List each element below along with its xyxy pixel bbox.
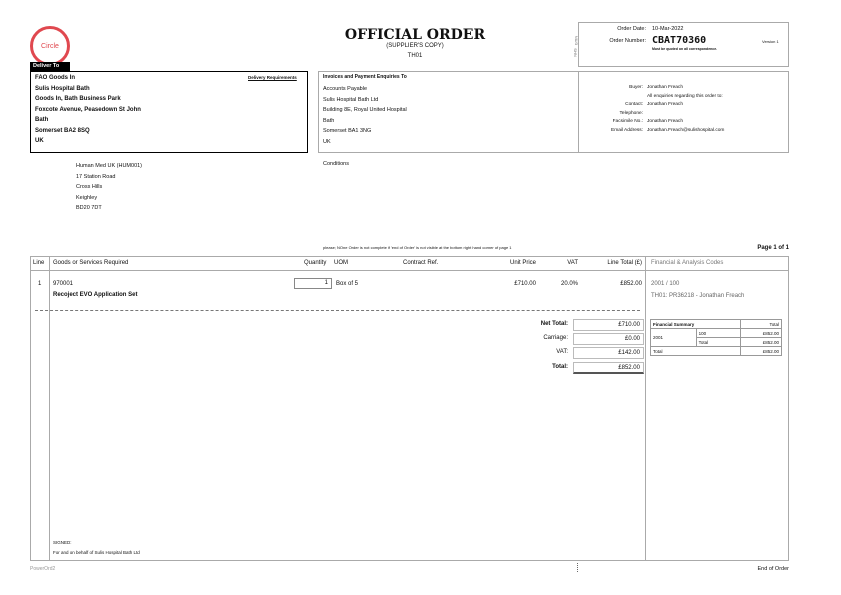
- col-line: Line: [33, 260, 45, 266]
- vat-total-value: £142.00: [573, 347, 644, 359]
- fin-total-value: £852.00: [740, 338, 781, 347]
- buyer-details: Buyer: Jonathan Freach All enquiries regarding this order to: Contact: Jonathan Freach Telephone: Facsimile No.: Jonathan Freach Email Address: Jonathan.Freach@sulishospital.com: [611, 85, 725, 133]
- item-quantity: 1: [294, 278, 332, 289]
- deliver-address: FAO Goods In Sulis Hospital Bath Goods In, Bath Business Park Foxcote Avenue, Peasedown St John Bath Somerset BA2 8SQ UK: [35, 75, 141, 144]
- grand-total-label: Total:: [552, 364, 568, 370]
- item-line: 1: [38, 281, 42, 287]
- item-uom: Box of 5: [336, 281, 359, 287]
- order-date-label: Order Date:: [617, 26, 646, 32]
- fin-grand-label: Total: [651, 347, 741, 356]
- invoice-header: Invoices and Payment Enquiries To: [323, 74, 407, 80]
- invoice-address: Accounts Payable Sulis Hospital Bath Ltd Building 8E, Royal United Hospital Bath Somerset BA1 3NG UK: [323, 86, 407, 145]
- vat-total-label: VAT:: [556, 349, 568, 355]
- footer-left: PowerOrd2: [30, 566, 56, 572]
- document-subtitle: (SUPPLIER'S COPY): [386, 43, 444, 49]
- order-notice: please; NOne Order is not complete if 'end of Order' is not visible at the bottom right hand corner of page 1: [323, 245, 512, 250]
- order-note: Must be quoted on all correspondence.: [652, 47, 718, 51]
- deliver-to-tab: Deliver To: [30, 62, 70, 71]
- financial-summary-table: [650, 319, 782, 356]
- fin-total-label: Total: [696, 338, 740, 347]
- conditions-label: Conditions: [323, 161, 349, 167]
- net-total-value: £710.00: [573, 319, 644, 331]
- order-number: CBAT70360: [652, 35, 707, 46]
- fin-code: 2001: [651, 329, 697, 347]
- items-table: [30, 256, 789, 561]
- grand-total-value: £852.00: [573, 362, 644, 374]
- col-uom: UOM: [334, 260, 348, 266]
- col-goods: Goods or Services Required: [53, 260, 129, 266]
- carriage-label: Carriage:: [543, 335, 568, 341]
- delivery-requirements-label: Delivery Requirements: [248, 75, 297, 80]
- net-total-label: Net Total:: [540, 321, 568, 327]
- item-code: 970001: [53, 281, 74, 287]
- col-financial: Financial & Analysis Codes: [651, 260, 724, 266]
- col-quantity: Quantity: [304, 260, 327, 266]
- col-vat: VAT: [567, 260, 578, 266]
- supplier-address: Human Med UK (HUM001) 17 Station Road Cross Hills Keighley BD20 7DT: [76, 163, 143, 211]
- footer-mark: [577, 563, 579, 572]
- document-title: OFFICIAL ORDER: [344, 27, 486, 43]
- circle-logo: Circle: [30, 26, 70, 66]
- order-date: 10-Mar-2022: [652, 26, 684, 32]
- ref-code: TH01: [407, 53, 423, 59]
- col-contract: Contract Ref.: [403, 260, 439, 266]
- col-divider: [49, 256, 50, 561]
- fin-grand-value: £852.00: [740, 347, 781, 356]
- signed-label: SIGNED:: [53, 540, 72, 545]
- fin-summary-total-header: Total: [740, 320, 781, 329]
- table-header-divider: [30, 270, 789, 271]
- item-line-total: £852.00: [620, 281, 642, 287]
- page-number: Page 1 of 1: [757, 245, 789, 251]
- carriage-value: £0.00: [573, 333, 644, 345]
- fin-sub-code: 100: [696, 329, 740, 338]
- col-unit-price: Unit Price: [509, 260, 536, 266]
- order-number-label: Order Number:: [609, 38, 646, 44]
- fin-sub-value: £852.00: [740, 329, 781, 338]
- row-separator: [35, 310, 640, 311]
- item-fin-desc: TH01: PR36218 - Jonathan Freach: [651, 293, 745, 299]
- signed-for: For and on behalf of Sulis Hospital Bath Ltd: [53, 550, 140, 555]
- order-version: Version 1: [762, 39, 779, 44]
- side-label-b: NHS: [572, 48, 578, 57]
- side-label-a: GTIN: [573, 35, 579, 46]
- fin-summary-header: Financial Summary: [651, 320, 741, 329]
- end-of-order: End of Order: [757, 566, 789, 572]
- item-vat: 20.0%: [560, 281, 578, 287]
- col-divider: [645, 256, 646, 561]
- col-line-total: Line Total (£): [607, 260, 642, 266]
- item-description: Recoject EVO Application Set: [53, 292, 138, 298]
- item-fin-code: 2001 / 100: [651, 281, 680, 287]
- item-unit-price: £710.00: [514, 281, 536, 287]
